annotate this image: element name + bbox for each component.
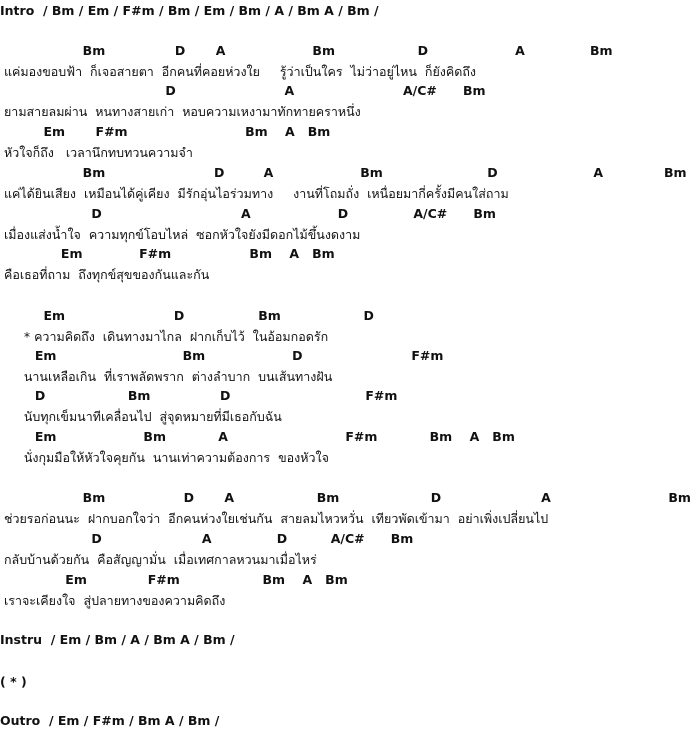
verse1-lyric-2: ยามสายลมผ่าน หนทางสายเก่า หอบความเหงามาทักทายคราหนึ่ง [0, 104, 361, 119]
verse1-lyric-4: แค่ได้ยินเสียง เหมือนได้คู่เคียง มีรักอุ่นไอร่วมทาง งานที่โถมถั่ง เหนื่อยมากี่ครั้งมีคนใส่ถาม [0, 186, 509, 201]
verse2-lyric-2: กลับบ้านด้วยกัน คือสัญญามั่น เมื่อเทศกาลหวนมาเมื่อไหร่ [0, 552, 317, 567]
instru-line: Instru / Em / Bm / A / Bm A / Bm / [0, 632, 235, 647]
outro-line: Outro / Em / F#m / Bm A / Bm / [0, 713, 220, 728]
verse2-chords-2: D A D A/C# Bm [0, 531, 414, 546]
verse1-chords-2: D A A/C# Bm [0, 83, 486, 98]
verse1-lyric-6: คือเธอที่ถาม ถึงทุกข์สุขของกันและกัน [0, 267, 210, 282]
verse1-lyric-3: หัวใจก็ถึง เวลานึกทบทวนความจำ [0, 145, 193, 160]
verse1-chords-3: Em F#m Bm A Bm [0, 124, 331, 139]
chorus-chords-3: D Bm D F#m [0, 388, 398, 403]
chorus-lyric-4: นั่งกุมมือให้หัวใจคุยกัน นานเท่าความต้องการ ของหัวใจ [0, 450, 329, 465]
chorus-chords-1: Em D Bm D [0, 308, 374, 323]
repeat-marker: ( * ) [0, 674, 27, 689]
verse1-chords-4: Bm D A Bm D A Bm [0, 165, 687, 180]
verse1-chords-5: D A D A/C# Bm [0, 206, 496, 221]
chorus-lyric-2: นานเหลือเกิน ที่เราพลัดพราก ต่างลำบาก บนเส้นทางฝัน [0, 369, 333, 384]
verse1-chords-1: Bm D A Bm D A Bm [0, 43, 613, 58]
verse1-lyric-5: เมื่องแส่งน้ำใจ ความทุกข์โอบไหล่ ซอกหัวใจยังมีดอกไม้ขึ้นงดงาม [0, 227, 361, 242]
verse2-lyric-3: เราจะเคียงใจ สู่ปลายทางของความคิดถึง [0, 593, 226, 608]
chorus-lyric-3: นับทุกเข็มนาทีเคลื่อนไป สู่จุดหมายที่มีเธอกับฉัน [0, 409, 282, 424]
verse2-lyric-1: ช่วยรอก่อนนะ ฝากบอกใจว่า อีกคนห่วงใยเช่นกัน สายลมไหวหวั่น เทียวพัดเข้ามา อย่าเพิ่งเปลี่ยนไป [0, 511, 549, 526]
chorus-chords-4: Em Bm A F#m Bm A Bm [0, 429, 515, 444]
verse2-chords-3: Em F#m Bm A Bm [0, 572, 348, 587]
verse1-lyric-1: แค่มองขอบฟ้า ก็เจอสายตา อีกคนที่คอยห่วงใย รู้ว่าเป็นใคร ไม่ว่าอยู่ไหน ก็ยังคิดถึง [0, 64, 477, 79]
intro-line: Intro / Bm / Em / F#m / Bm / Em / Bm / A / Bm A / Bm / [0, 3, 379, 18]
verse2-chords-1: Bm D A Bm D A Bm [0, 490, 691, 505]
chorus-chords-2: Em Bm D F#m [0, 348, 444, 363]
chorus-lyric-1: * ความคิดถึง เดินทางมาไกล ฝากเก็บไว้ ในอ้อมกอดรัก [0, 329, 329, 344]
verse1-chords-6: Em F#m Bm A Bm [0, 246, 335, 261]
